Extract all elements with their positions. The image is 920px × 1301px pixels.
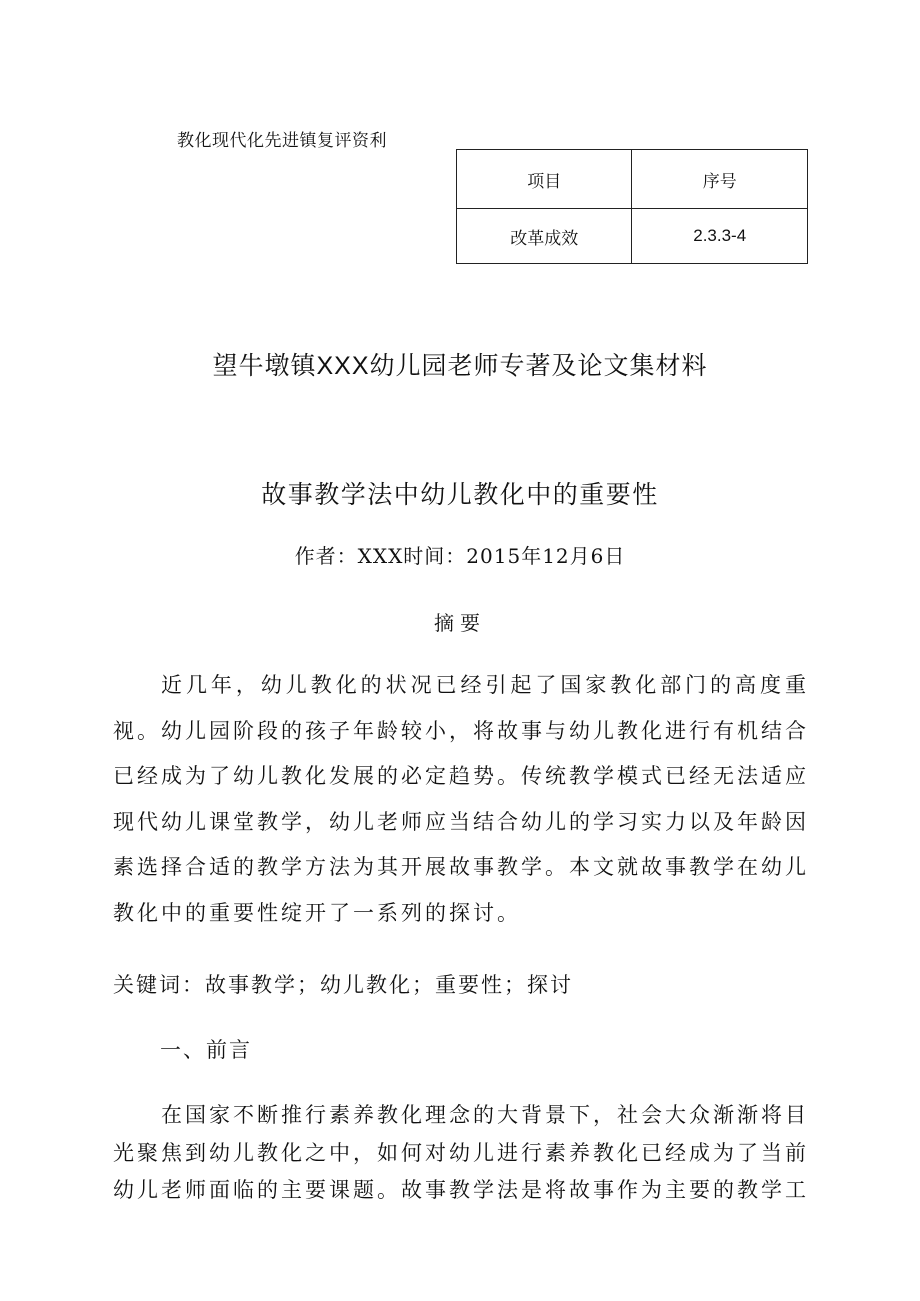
table-header-item: 项目 [457, 150, 632, 209]
table-cell-number: 2.3.3-4 [632, 209, 808, 264]
collection-title: 望牛墩镇XXX幼儿园老师专著及论文集材料 [212, 352, 708, 380]
table-cell-item: 改革成效 [457, 209, 632, 264]
table-header-row [457, 150, 808, 209]
intro-paragraph: 在国家不断推行素养教化理念的大背景下，社会大众渐渐将目光聚焦到幼儿教化之中，如何对幼儿进行素养教化已经成为了当前幼儿老师面临的主要课题。故事教学法是将故事作为主要的教学工 [113, 1103, 809, 1202]
abstract-paragraph: 近几年，幼儿教化的状况已经引起了国家教化部门的高度重视。幼儿园阶段的孩子年龄较小，将故事与幼儿教化进行有机结合已经成为了幼儿教化发展的必定趋势。传统教学模式已经无法适应现代幼儿课堂教学，幼儿老师应当结合幼儿的学习实力以及年龄因素选择合适的教学方法为其开展故事教学。本文就故事教学在幼儿教化中的重要性绽开了一系列的探讨。 [113, 673, 809, 925]
table-header-number: 序号 [632, 150, 808, 209]
keywords-line: 关键词：故事教学；幼儿教化；重要性；探讨 [113, 973, 573, 997]
abstract-heading: 摘要 [434, 611, 486, 635]
author-date-line: 作者：XXX时间：2015年12月6日 [294, 544, 626, 568]
header-note: 教化现代化先进镇复评资利 [177, 131, 387, 150]
paper-title: 故事教学法中幼儿教化中的重要性 [261, 481, 659, 509]
item-info-table [456, 149, 808, 264]
table-row [457, 209, 808, 264]
section-heading: 一、前言 [160, 1038, 252, 1062]
